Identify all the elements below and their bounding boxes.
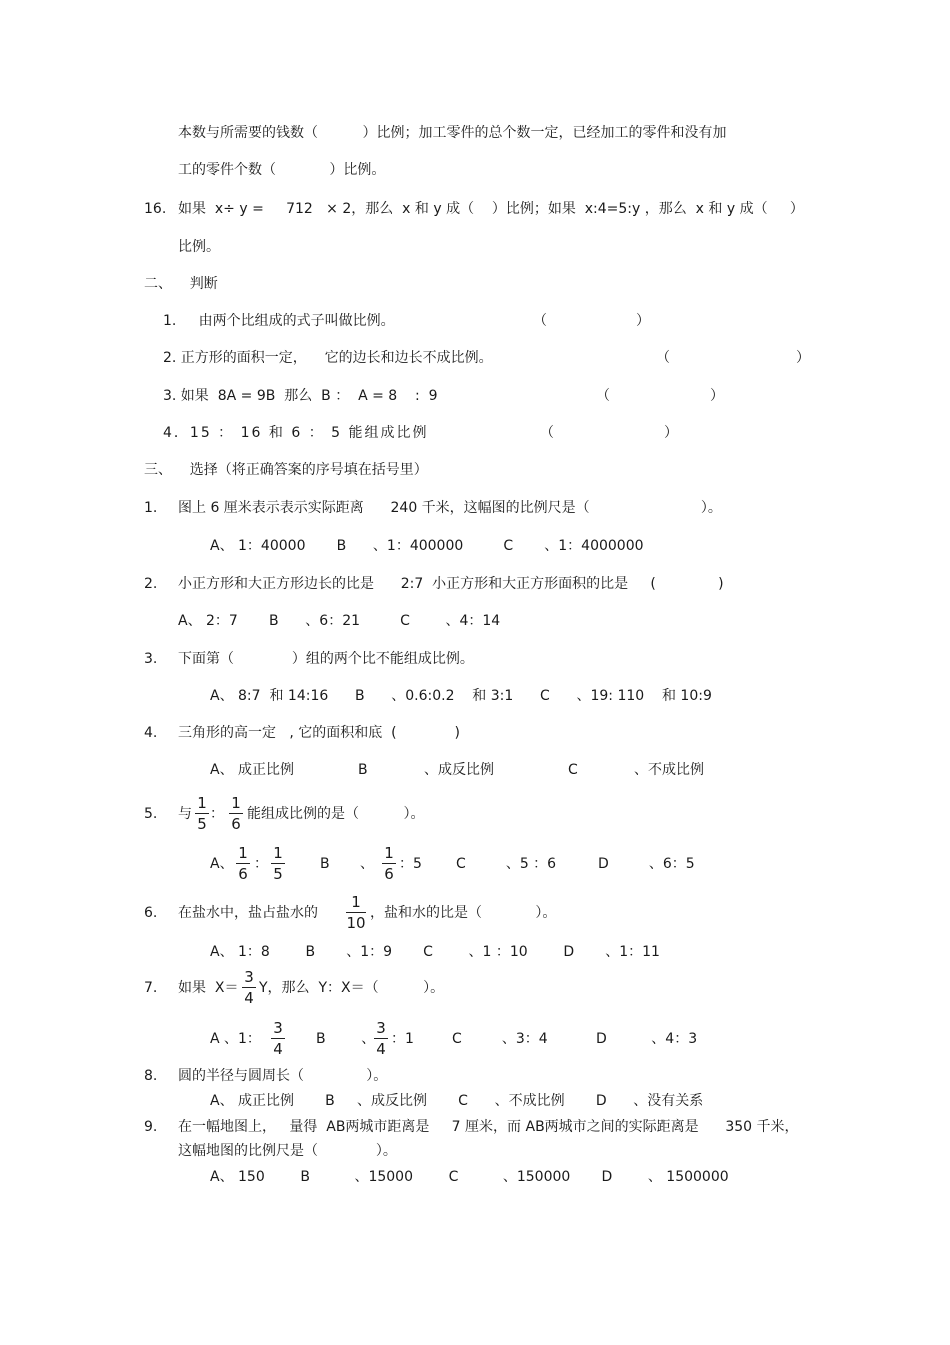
choice-q2-number: 2. — [144, 576, 158, 592]
choice-q5-option-a-fraction-1 — [235, 845, 251, 882]
q16-continuation: 比例。 — [178, 239, 220, 255]
choice-q6-pre: 在盐水中，盐占盐水的 — [178, 905, 318, 921]
fraction-denominator: 4 — [376, 1040, 386, 1058]
choice-q5-number: 5. — [144, 806, 158, 822]
fraction-denominator: 4 — [273, 1040, 283, 1058]
choice-q1-options: A、 1：40000 B 、1：400000 C 、1：4000000 — [210, 538, 644, 554]
fraction-numerator: 1 — [351, 893, 361, 911]
fraction-denominator: 5 — [273, 865, 283, 883]
judge-item-2-paren-open: （ — [656, 350, 670, 366]
choice-q6-options: A、 1：8 B 、1：9 C 、1 ：10 D 、1：11 — [210, 944, 660, 960]
choice-q5-colon: ： — [210, 806, 224, 822]
choice-q5-post: 能组成比例的是（ ）。 — [247, 806, 425, 822]
choice-q6-number: 6. — [144, 905, 158, 921]
section-3-heading: 三、 选择（将正确答案的序号填在括号里） — [144, 462, 428, 478]
fraction-numerator: 1 — [238, 844, 248, 862]
fraction-denominator: 5 — [197, 815, 207, 833]
judge-item-1-paren-close: ） — [636, 313, 650, 329]
fraction-bar — [242, 987, 256, 988]
q16-text: 如果 x÷ y = 712 × 2，那么 x 和 y 成（ ）比例；如果 x:4=5:y ，那么 x 和 y 成（ ） — [178, 201, 804, 217]
intro-line-2: 工的零件个数（ ）比例。 — [178, 162, 386, 178]
choice-q5-option-b: B — [320, 856, 330, 872]
fraction-bar — [346, 912, 366, 913]
choice-q1-text: 图上 6 厘米表示表示实际距离 240 千米，这幅图的比例尺是（ ）。 — [178, 500, 722, 516]
fraction-denominator: 6 — [238, 865, 248, 883]
choice-q3-text: 下面第（ ）组的两个比不能组成比例。 — [178, 651, 474, 667]
fraction-bar — [195, 813, 209, 814]
choice-q4-option-c: C — [568, 762, 578, 778]
fraction-denominator: 10 — [346, 914, 366, 932]
fraction-numerator: 3 — [376, 1019, 386, 1037]
fraction-numerator: 1 — [231, 794, 241, 812]
choice-q7-option-a-fraction — [270, 1020, 286, 1057]
choice-q4-number: 4. — [144, 725, 158, 741]
choice-q4-option-a: A、 成正比例 — [210, 762, 295, 778]
fraction-numerator: 1 — [273, 844, 283, 862]
choice-q5-option-d: D 、6：5 — [598, 856, 695, 872]
choice-q8-number: 8. — [144, 1068, 158, 1084]
judge-item-4-paren-open: （ — [540, 425, 554, 441]
choice-q5-option-a: A、 — [210, 856, 234, 872]
choice-q7-option-a: A 、1： — [210, 1031, 261, 1047]
choice-q2-text: 小正方形和大正方形边长的比是 2:7 小正方形和大正方形面积的比是 ( ) — [178, 576, 724, 592]
choice-q3-options: A、 8:7 和 14:16 B 、0.6:0.2 和 3:1 C 、19: 110 和 10:9 — [210, 688, 712, 704]
fraction-numerator: 1 — [197, 794, 207, 812]
fraction-bar — [374, 1038, 388, 1039]
judge-item-2: 2. 正方形的面积一定， 它的边长和边长不成比例。 — [163, 350, 493, 366]
choice-q5-option-a-fraction-2 — [270, 845, 286, 882]
choice-q7-option-b: B 、 — [316, 1031, 376, 1047]
fraction-denominator: 4 — [244, 989, 254, 1007]
choice-q5-option-a-colon: ： — [254, 856, 268, 872]
choice-q9-options: A、 150 B 、15000 C 、150000 D 、 1500000 — [210, 1169, 729, 1185]
choice-q7-pre: 如果 X＝ — [178, 980, 239, 996]
choice-q5-option-c: C 、5 ：6 — [456, 856, 557, 872]
choice-q4-text: 三角形的高一定 , 它的面积和底 ( ) — [178, 725, 460, 741]
judge-item-3-paren-open: （ — [596, 388, 610, 404]
fraction-denominator: 6 — [384, 865, 394, 883]
choice-q6-post: ，盐和水的比是（ ）。 — [370, 905, 557, 921]
choice-q3-number: 3. — [144, 651, 158, 667]
choice-q4-option-b: B — [358, 762, 368, 778]
judge-item-4: 4．15 ： 16 和 6 ： 5 能组成比例 — [163, 425, 429, 441]
judge-item-3-paren-close: ） — [710, 388, 724, 404]
fraction-bar — [271, 863, 285, 864]
fraction-bar — [236, 863, 250, 864]
fraction-bar — [271, 1038, 285, 1039]
choice-q5-fraction-1 — [194, 795, 210, 832]
choice-q9-continuation: 这幅地图的比例尺是（ ）。 — [178, 1143, 397, 1159]
choice-q7-fraction — [241, 969, 257, 1006]
section-2-heading: 二、 判断 — [144, 276, 218, 292]
choice-q4-option-b-text: 、成反比例 — [424, 762, 494, 778]
fraction-denominator: 6 — [231, 815, 241, 833]
fraction-numerator: 3 — [244, 968, 254, 986]
choice-q5-option-b-rest: ：5 — [399, 856, 422, 872]
judge-item-1-paren-open: （ — [533, 313, 547, 329]
judge-item-4-paren-close: ） — [664, 425, 678, 441]
choice-q4-option-c-text: 、不成比例 — [634, 762, 704, 778]
choice-q9-number: 9. — [144, 1119, 158, 1135]
fraction-bar — [229, 813, 243, 814]
judge-item-3: 3. 如果 8A = 9B 那么 B ： A = 8 : 9 — [163, 388, 438, 404]
judge-item-1: 1. 由两个比组成的式子叫做比例。 — [163, 313, 395, 329]
choice-q5-option-b-fraction — [381, 845, 397, 882]
choice-q5-option-b-sep: 、 — [360, 856, 374, 872]
fraction-bar — [382, 863, 396, 864]
choice-q5-pre: 与 — [178, 806, 192, 822]
choice-q5-fraction-2 — [228, 795, 244, 832]
choice-q9-text: 在一幅地图上， 量得 AB两城市距离是 7 厘米，而 AB两城市之间的实际距离是 350 千米， — [178, 1119, 799, 1135]
choice-q7-option-d: D 、4：3 — [596, 1031, 698, 1047]
fraction-numerator: 1 — [384, 844, 394, 862]
choice-q7-option-b-rest: ：1 — [391, 1031, 414, 1047]
choice-q8-text: 圆的半径与圆周长（ ）。 — [178, 1068, 388, 1084]
intro-line-1: 本数与所需要的钱数（ ）比例；加工零件的总个数一定，已经加工的零件和没有加 — [178, 125, 727, 141]
choice-q8-options: A、 成正比例 B 、成反比例 C 、不成比例 D 、没有关系 — [210, 1093, 704, 1109]
choice-q7-option-b-fraction — [373, 1020, 389, 1057]
choice-q7-number: 7. — [144, 980, 158, 996]
choice-q1-number: 1. — [144, 500, 158, 516]
choice-q6-fraction — [345, 894, 367, 931]
q16-number: 16. — [144, 201, 167, 217]
choice-q7-post: Y，那么 Y：X＝（ ）。 — [259, 980, 445, 996]
choice-q2-options: A、 2：7 B 、6：21 C 、4：14 — [178, 613, 501, 629]
judge-item-2-paren-close: ） — [796, 350, 810, 366]
fraction-numerator: 3 — [273, 1019, 283, 1037]
choice-q7-option-c: C 、3：4 — [452, 1031, 548, 1047]
